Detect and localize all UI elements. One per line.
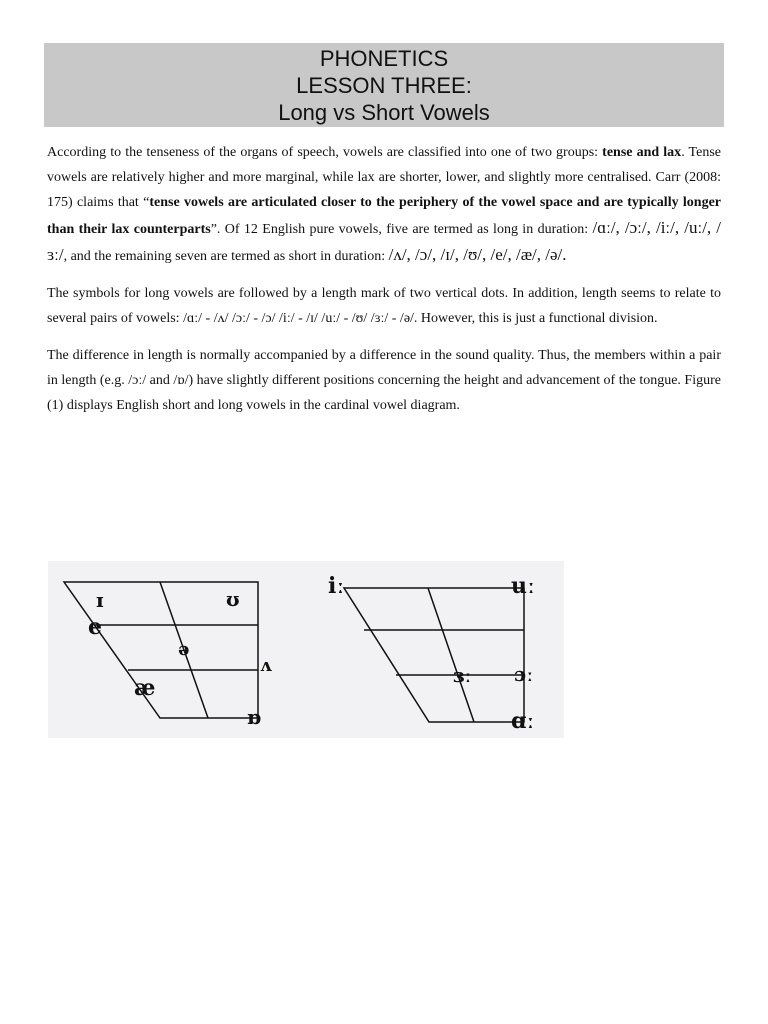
- lesson-body: [47, 140, 721, 418]
- long-chart-central-line: [428, 588, 474, 722]
- vowel-symbol: ɑː: [511, 708, 535, 734]
- paragraph-quality: The difference in length is normally accompanied by a difference in the sound quality. Thus, the members within a pair in length (e.g. /ɔː/ and /ɒ/) have slightly different positions concerning the height and advancement of the tongue. Figure (1) displays English short and long vowels in the cardinal vowel diagram.: [47, 348, 721, 413]
- header-lesson-title: Long vs Short Vowels: [278, 100, 490, 125]
- lesson-header: [44, 43, 724, 127]
- long-chart-outline: [344, 588, 524, 722]
- header-subject: PHONETICS: [319, 46, 449, 71]
- paragraph-tenseness: According to the tenseness of the organs of speech, vowels are classified into one of two groups: tense and lax. Tense vowels are relatively higher and more marginal, while lax are shorter, lower, and slightly more centralised. Carr (2008: 175) claims that “tense vowels are articulated closer to the periphery of the vowel space and are typically longer than their lax counterparts”. Of 12 English pure vowels, five are termed as long in duration: /ɑː/, /ɔː/, /iː/, /uː/, /ɜː/, and the remaining seven are termed as short in duration: /ʌ/, /ɔ/, /ɪ/, /ʊ/, /e/, /æ/, /ə/.: [47, 145, 722, 264]
- vowel-diagram-figure: [48, 561, 564, 738]
- vowel-symbol: ə: [178, 639, 190, 660]
- vowel-symbol: ɔː: [514, 662, 534, 686]
- vowel-symbol: e: [88, 614, 102, 640]
- vowel-diagram: [48, 561, 564, 738]
- vowel-symbol: ɒ: [247, 705, 261, 729]
- long-vowel-list: /ɑː/, /ɔː/, /iː/, /uː/, /ɜː/: [47, 218, 722, 264]
- vowel-symbol: uː: [511, 573, 536, 599]
- vowel-symbol: æ: [134, 675, 156, 701]
- short-vowel-list: /ʌ/, /ɔ/, /ɪ/, /ʊ/, /e/, /æ/, /ə/.: [388, 245, 567, 264]
- vowel-symbol: ʌ: [260, 655, 272, 676]
- vowel-symbol: ɪ: [96, 588, 104, 612]
- vowel-symbol: iː: [328, 573, 345, 599]
- header-lesson-number: LESSON THREE:: [296, 73, 472, 98]
- long-vowel-chart: [344, 588, 524, 722]
- vowel-symbol: ʊ: [226, 587, 240, 611]
- vowel-symbol: ɜː: [453, 663, 472, 687]
- paragraph-length-mark: The symbols for long vowels are followed by a length mark of two vertical dots. In addition, length seems to relate to several pairs of vowels: /ɑː/ - /ʌ/ /ɔː/ - /ɔ/ /iː/ - /ɪ/ /uː/ - /ʊ/ /ɜː/ - /ə/. However, this is just a functional division.: [47, 286, 721, 326]
